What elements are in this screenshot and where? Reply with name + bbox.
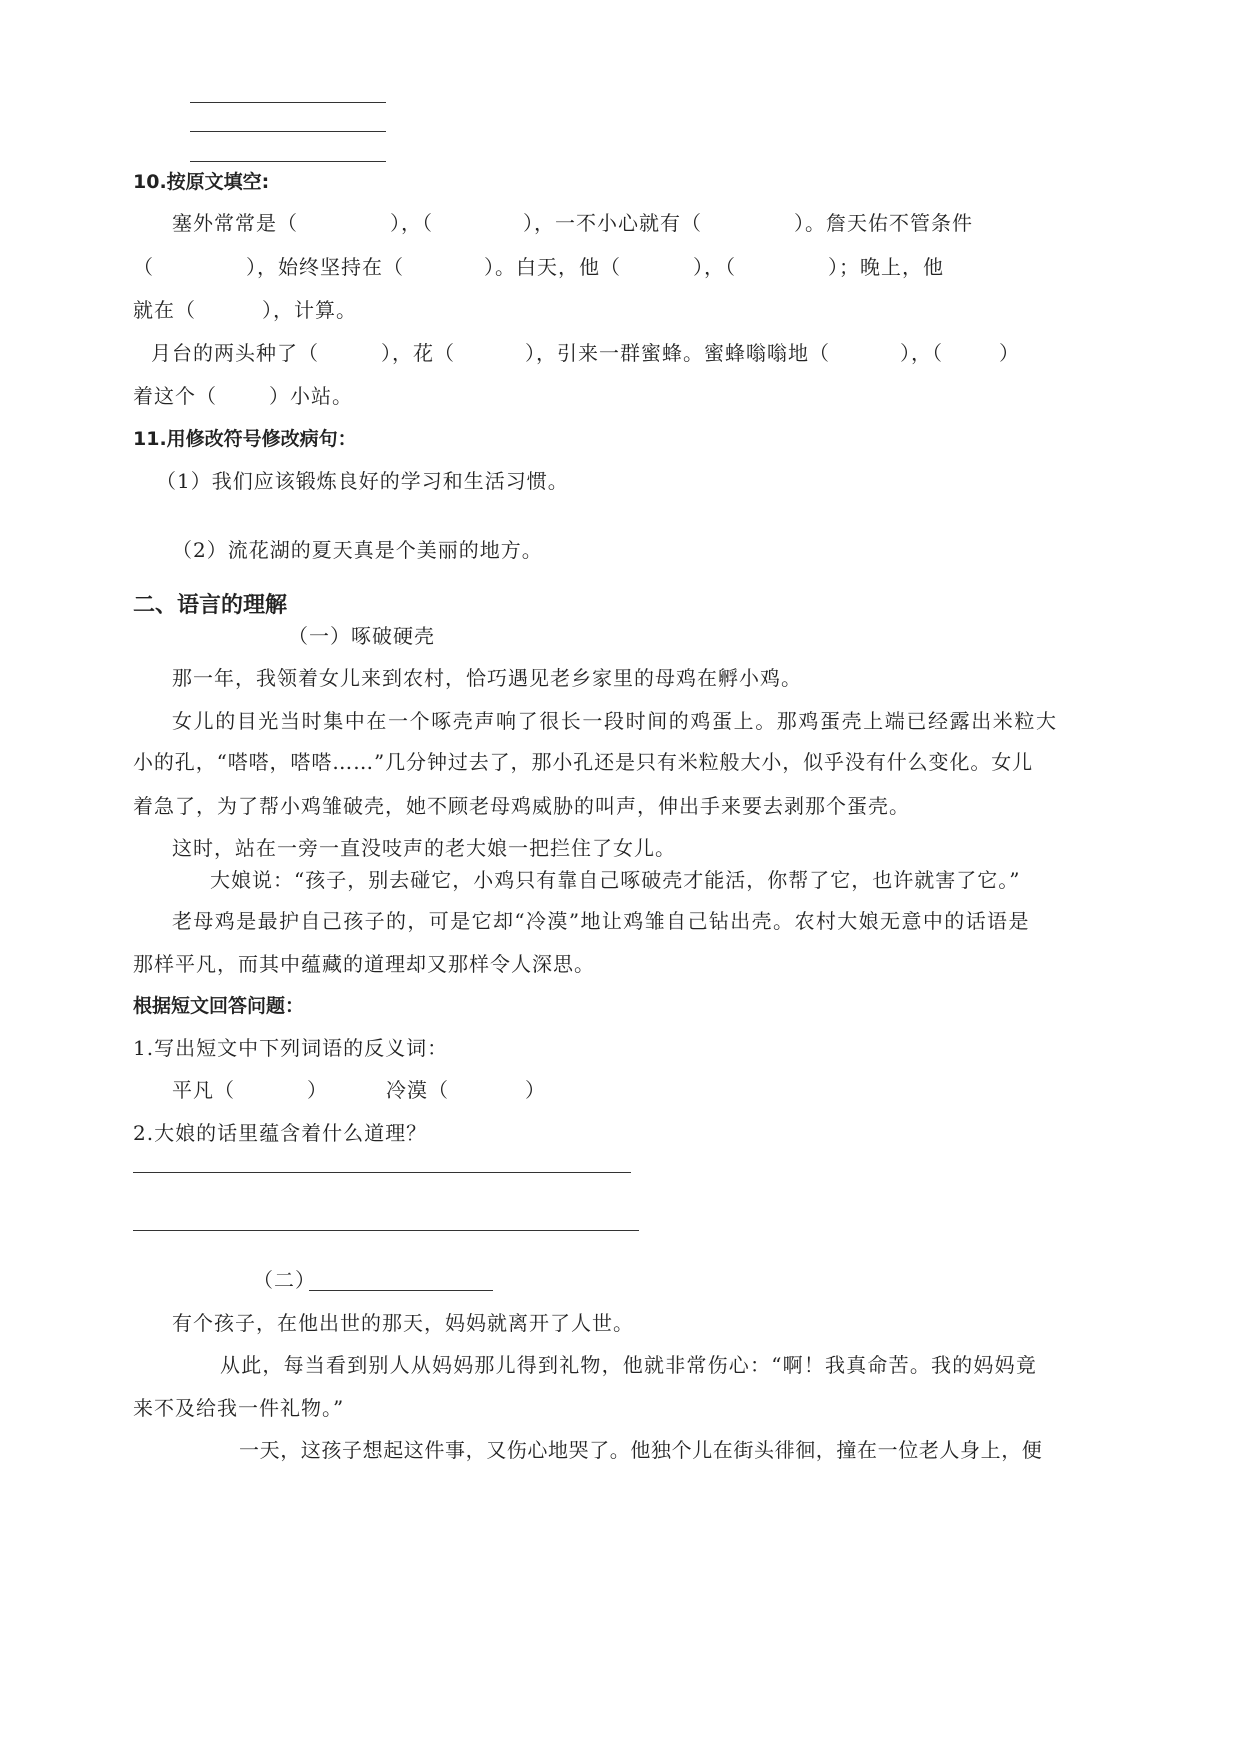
title-blank-line [309,1290,493,1291]
question-2: 2.大娘的话里蕴含着什么道理？ [133,1121,428,1145]
passage-1-para-2: 女儿的目光当时集中在一个啄壳声响了很长一段时间的鸡蛋上。那鸡蛋壳上端已经露出米粒大 [172,709,1058,733]
q10-line-1: 塞外常常是（ ），（ ），一不小心就有（ ）。詹天佑不管条件 [172,211,973,235]
answer-line [133,1172,631,1173]
questions-title: 根据短文回答问题： [133,995,305,1017]
q10-line-5: 着这个（ ）小站。 [133,384,353,408]
question-11-title: 11.用修改符号修改病句： [133,428,357,450]
passage-1-title: （一）啄破硬壳 [288,624,435,648]
answer-line [190,102,386,103]
passage-2-title: （二） [253,1268,316,1292]
passage-1-para-1: 那一年，我领着女儿来到农村，恰巧遇见老乡家里的母鸡在孵小鸡。 [172,666,802,690]
passage-2-para-2: 来不及给我一件礼物。” [133,1396,345,1420]
q10-line-4: 月台的两头种了（ ），花（ ），引来一群蜜蜂。蜜蜂嗡嗡地（ ），（ ） [151,341,1020,365]
passage-2-para-3: 一天，这孩子想起这件事，又伤心地哭了。他独个儿在街头徘徊，撞在一位老人身上，便 [239,1438,1043,1462]
q11-sentence-1: （1）我们应该锻炼良好的学习和生活习惯。 [156,469,569,493]
passage-1-para-5: 那样平凡，而其中蕴藏的道理却又那样令人深思。 [133,952,595,976]
passage-1-para-5: 老母鸡是最护自己孩子的，可是它却“冷漠”地让鸡雏自己钻出壳。农村大娘无意中的话语是 [172,909,1030,933]
antonym-lengmo: 冷漠（ ） [386,1078,546,1102]
answer-line [190,131,386,132]
passage-1-para-2: 着急了，为了帮小鸡雏破壳，她不顾老母鸡威胁的叫声，伸出手来要去剥那个蛋壳。 [133,794,910,818]
passage-1-para-3: 这时，站在一旁一直没吱声的老大娘一把拦住了女儿。 [172,836,676,860]
answer-line [133,1230,639,1231]
passage-2-para-2: 从此，每当看到别人从妈妈那儿得到礼物，他就非常伤心：“啊！我真命苦。我的妈妈竟 [220,1353,1038,1377]
question-1: 1.写出短文中下列词语的反义词： [133,1036,449,1060]
passage-1-para-4: 大娘说：“孩子，别去碰它，小鸡只有靠自己啄破壳才能活，你帮了它，也许就害了它。” [210,868,1021,892]
passage-1-para-2: 小的孔，“嗒嗒，嗒嗒……”几分钟过去了，那小孔还是只有米粒般大小，似乎没有什么变化。女儿 [133,750,1034,774]
q11-sentence-2: （2）流花湖的夏天真是个美丽的地方。 [172,538,543,562]
antonym-pingfan: 平凡（ ） [172,1078,328,1102]
q10-line-2: （ ），始终坚持在（ ）。白天，他（ ），（ ）；晚上，他 [133,255,944,279]
q10-line-3: 就在（ ），计算。 [133,298,357,322]
question-10-title: 10.按原文填空: [133,171,270,193]
passage-2-para-1: 有个孩子，在他出世的那天，妈妈就离开了人世。 [172,1311,634,1335]
section-title: 二、语言的理解 [133,593,288,618]
answer-line [190,161,386,162]
